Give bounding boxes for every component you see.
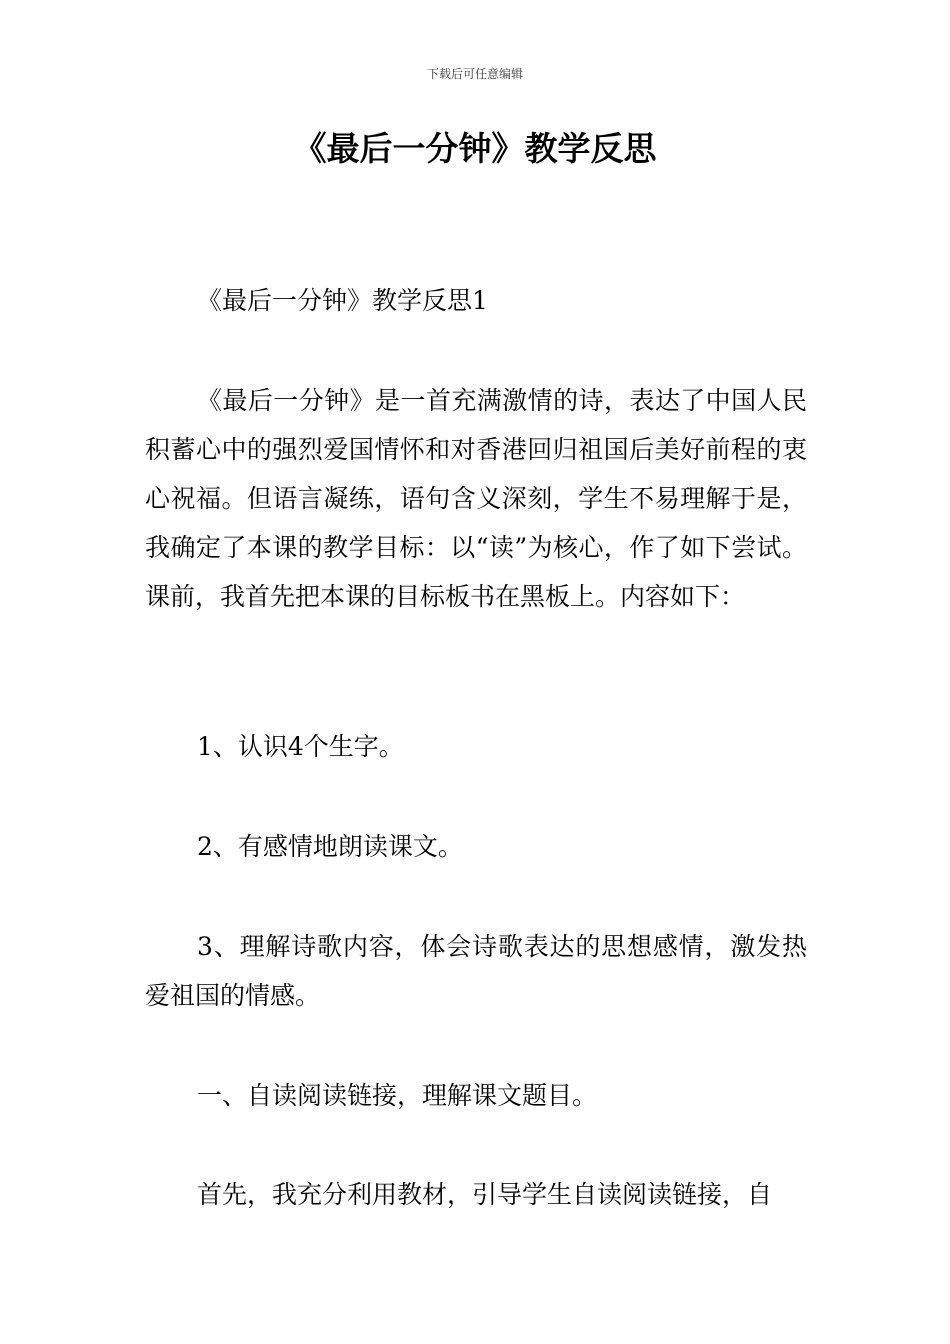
- section-heading: 《最后一分钟》教学反思1: [197, 286, 488, 315]
- goal-item-2: 2、有感情地朗读课文。: [197, 832, 463, 861]
- goal-item-1: 1、认识4个生字。: [197, 732, 404, 761]
- step-paragraph-1: 首先，我充分利用教材，引导学生自读阅读链接，自: [197, 1180, 773, 1209]
- document-title: 《最后一分钟》教学反思: [293, 129, 657, 168]
- goal-item-3: 3、理解诗歌内容，体会诗歌表达的思想感情，激发热爱祖国的情感。: [145, 932, 807, 1010]
- header-note: 下载后可任意编辑: [426, 67, 523, 81]
- step-heading-1: 一、自读阅读链接，理解课文题目。: [197, 1081, 598, 1110]
- intro-paragraph: 《最后一分钟》是一首充满激情的诗，表达了中国人民积蓄心中的强烈爱国情怀和对香港回归祖国后美好前程的衷心祝福。但语言凝练，语句含义深刻，学生不易理解于是，我确定了本课的教学目标：以“读”为核心，作了如下尝试。课前，我首先把本课的目标板书在黑板上。内容如下：: [145, 386, 807, 611]
